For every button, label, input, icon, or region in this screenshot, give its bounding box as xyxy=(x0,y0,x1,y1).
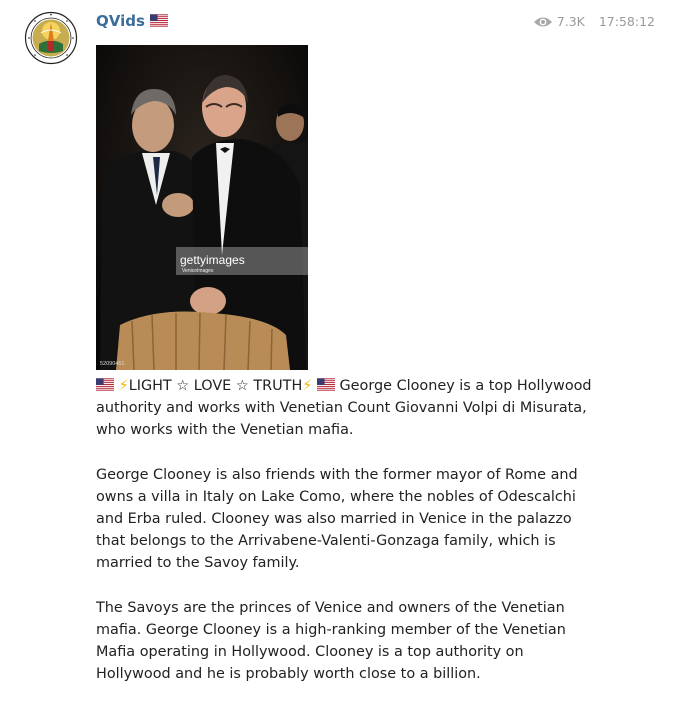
paragraph-2: George Clooney is also friends with the former mayor of Rome and owns a villa in Italy on Lake Como, where the nobles of Odescalchi and Erba ruled. Clooney was also married in Venice in the palazzo that belongs to the Arrivabene-Valenti-Gonzaga family, which is married to the Savoy family. xyxy=(96,466,578,572)
timestamp: 17:58:12 xyxy=(598,14,655,29)
tagline: LIGHT ☆ LOVE ☆ TRUTH xyxy=(128,378,303,394)
paragraph-3: The Savoys are the princes of Venice and owners of the Venetian mafia. George Clooney is a high-ranking member of the Venetian Mafia operating in Hollywood. Clooney is a top authority on Hollywood and he is probably worth close to a billion. xyxy=(96,599,566,683)
us-flag-icon xyxy=(150,14,168,27)
channel-name-text: QVids xyxy=(96,12,145,30)
channel-seal-logo xyxy=(24,11,78,65)
lightning-icon: ⚡ xyxy=(118,378,129,394)
eye-icon xyxy=(533,16,553,28)
photo-attachment[interactable] xyxy=(96,45,308,370)
channel-avatar[interactable] xyxy=(24,11,78,65)
us-flag-icon xyxy=(317,378,335,391)
message-meta xyxy=(533,14,655,29)
photo-image xyxy=(96,45,308,370)
paragraph-1 xyxy=(96,375,596,442)
message-text xyxy=(96,375,596,707)
lightning-icon: ⚡ xyxy=(302,378,313,394)
channel-name[interactable] xyxy=(96,12,168,30)
image-id: 52090461 xyxy=(100,361,125,367)
watermark-sub: VeniceImages xyxy=(182,268,214,274)
watermark-brand: gettyimages xyxy=(180,253,245,267)
paragraph-1-text: George Clooney is a top Hollywood authority and works with Venetian Count Giovanni Volpi di Misurata, who works with the Venetian mafia. xyxy=(96,378,592,439)
us-flag-icon xyxy=(96,378,114,391)
view-count: 7.3K xyxy=(556,14,585,29)
